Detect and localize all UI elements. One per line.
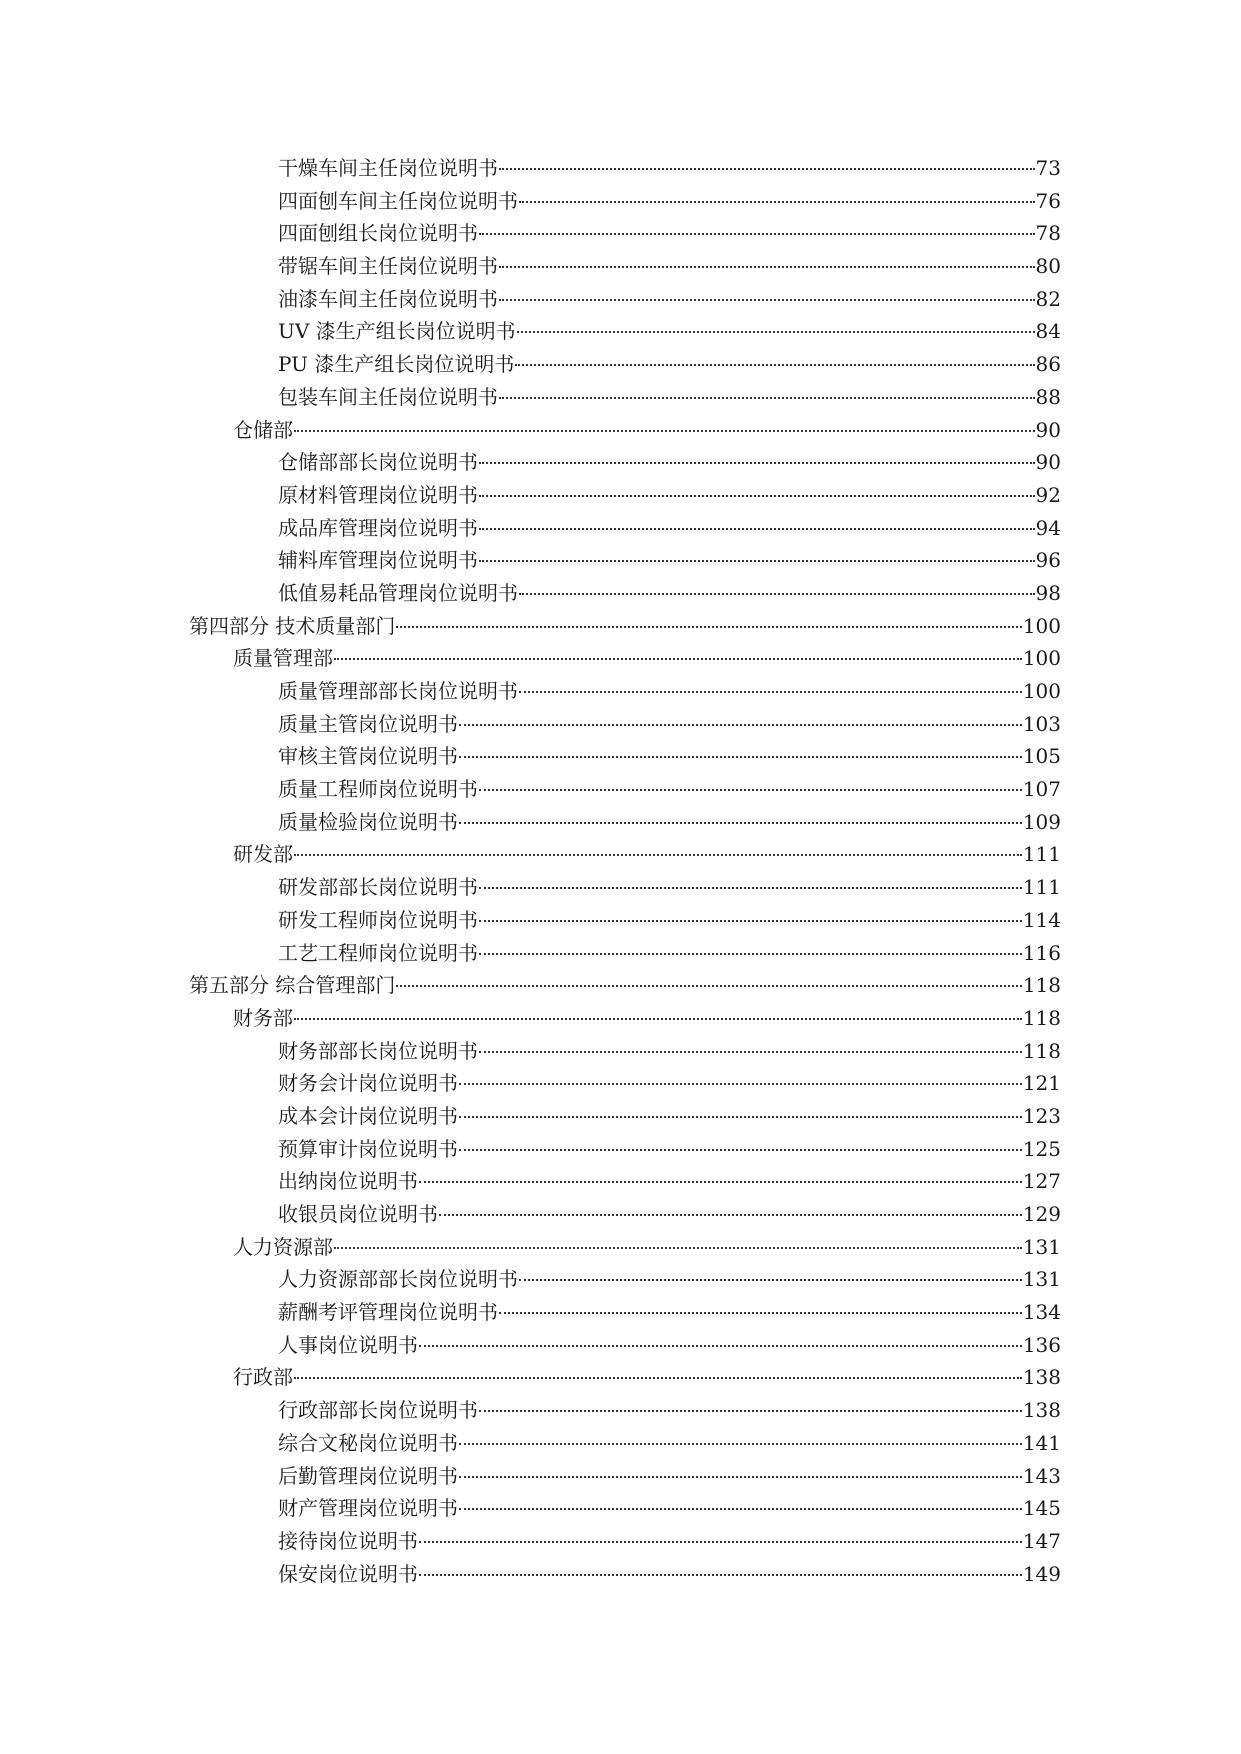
toc-page-number: 114 xyxy=(1022,907,1061,932)
toc-dot-leader xyxy=(479,462,1035,464)
toc-entry-title: 质量管理部 xyxy=(233,646,333,671)
toc-item[interactable] xyxy=(0,217,1061,250)
toc-dot-leader xyxy=(459,724,1022,726)
toc-item[interactable] xyxy=(0,577,1061,610)
toc-item[interactable] xyxy=(0,185,1061,218)
toc-item[interactable] xyxy=(0,381,1061,414)
toc-entry-title: 审核主管岗位说明书 xyxy=(278,744,458,769)
toc-dot-leader xyxy=(479,1051,1022,1053)
toc-dot-leader xyxy=(334,1247,1022,1249)
toc-entry-title: 收银员岗位说明书 xyxy=(278,1202,438,1226)
toc-entry-title: 行政部部长岗位说明书 xyxy=(278,1398,478,1423)
toc-page-number: 131 xyxy=(1022,1267,1061,1292)
toc-entry-title: 第五部分 综合管理部门 xyxy=(189,973,396,998)
toc-entry-title: 第四部分 技术质量部门 xyxy=(189,613,396,638)
toc-entry-title: 工艺工程师岗位说明书 xyxy=(278,940,478,965)
toc-page-number: 100 xyxy=(1022,679,1061,703)
toc-dot-leader xyxy=(519,691,1022,693)
toc-dot-leader xyxy=(459,1083,1022,1085)
toc-page-number: 109 xyxy=(1022,809,1061,834)
toc-dot-leader xyxy=(419,1541,1022,1543)
toc-page-number: 73 xyxy=(1035,156,1061,180)
toc-dot-leader xyxy=(519,1279,1022,1281)
toc-item[interactable] xyxy=(0,1329,1061,1362)
toc-item[interactable] xyxy=(0,544,1061,577)
toc-item[interactable] xyxy=(0,1263,1061,1296)
toc-entry-title: 行政部 xyxy=(233,1365,293,1390)
toc-entry-title: 研发部部长岗位说明书 xyxy=(278,875,478,900)
toc-dot-leader xyxy=(517,331,1035,333)
toc-page-number: 98 xyxy=(1035,580,1061,605)
toc-entry-title: 质量管理部部长岗位说明书 xyxy=(278,679,518,703)
toc-page-number: 125 xyxy=(1022,1136,1061,1161)
toc-entry-title: 质量主管岗位说明书 xyxy=(278,711,458,736)
toc-page-number: 90 xyxy=(1035,450,1061,475)
toc-entry-title: 研发工程师岗位说明书 xyxy=(278,907,478,932)
toc-page-number: 116 xyxy=(1022,940,1061,965)
toc-page-number: 149 xyxy=(1022,1561,1061,1586)
toc-dot-leader xyxy=(479,528,1035,530)
toc-entry-title: 财务部 xyxy=(233,1005,293,1030)
toc-dot-leader xyxy=(459,1149,1022,1151)
toc-entry-title: 薪酬考评管理岗位说明书 xyxy=(278,1300,498,1325)
toc-item[interactable] xyxy=(0,871,1061,904)
toc-entry-title: 四面刨组长岗位说明书 xyxy=(278,221,478,246)
toc-entry-title: 财务会计岗位说明书 xyxy=(278,1071,458,1096)
toc-dot-leader xyxy=(499,168,1035,170)
toc-page-number: 121 xyxy=(1022,1071,1061,1096)
toc-entry-title: 预算审计岗位说明书 xyxy=(278,1136,458,1161)
toc-entry-title: 质量工程师岗位说明书 xyxy=(278,777,478,802)
toc-entry-title: 综合文秘岗位说明书 xyxy=(278,1430,458,1455)
toc-page-number: 105 xyxy=(1022,744,1061,769)
toc-dot-leader xyxy=(519,593,1035,595)
toc-item[interactable] xyxy=(0,250,1061,283)
toc-entry-title: 出纳岗位说明书 xyxy=(278,1169,418,1194)
toc-dot-leader xyxy=(294,1377,1022,1379)
toc-dot-leader xyxy=(334,658,1022,660)
toc-page-number: 103 xyxy=(1022,711,1061,736)
toc-dot-leader xyxy=(479,920,1022,922)
toc-department-entry[interactable] xyxy=(0,1231,1061,1264)
toc-dot-leader xyxy=(499,299,1035,301)
toc-item[interactable] xyxy=(0,1525,1061,1558)
toc-entry-title: 后勤管理岗位说明书 xyxy=(278,1463,458,1488)
toc-item[interactable] xyxy=(0,1100,1061,1133)
toc-item[interactable] xyxy=(0,1165,1061,1198)
toc-dot-leader xyxy=(479,953,1022,955)
toc-item[interactable] xyxy=(0,1427,1061,1460)
toc-page-number: 123 xyxy=(1022,1103,1061,1128)
toc-item[interactable] xyxy=(0,479,1061,512)
toc-department-entry[interactable] xyxy=(0,1361,1061,1394)
toc-page-number: 111 xyxy=(1022,875,1061,900)
toc-page-number: 94 xyxy=(1035,515,1061,540)
toc-entry-title: 四面刨车间主任岗位说明书 xyxy=(278,188,518,213)
toc-dot-leader xyxy=(294,430,1035,432)
toc-item[interactable] xyxy=(0,1067,1061,1100)
toc-item[interactable] xyxy=(0,348,1061,381)
toc-page-number: 100 xyxy=(1022,613,1061,638)
toc-dot-leader xyxy=(459,1508,1022,1510)
toc-page-number: 76 xyxy=(1035,188,1061,213)
toc-entry-title: 人力资源部部长岗位说明书 xyxy=(278,1267,518,1292)
toc-item[interactable] xyxy=(0,1558,1061,1591)
toc-page-number: 147 xyxy=(1022,1528,1061,1553)
toc-entry-title: PU 漆生产组长岗位说明书 xyxy=(278,352,515,377)
toc-page-number: 84 xyxy=(1035,319,1061,344)
toc-entry-title: 原材料管理岗位说明书 xyxy=(278,482,478,507)
toc-entry-title: 人事岗位说明书 xyxy=(278,1332,418,1357)
toc-item[interactable] xyxy=(0,283,1061,316)
toc-dot-leader xyxy=(459,1443,1022,1445)
toc-page-number: 138 xyxy=(1022,1365,1061,1390)
toc-entry-title: 财务部部长岗位说明书 xyxy=(278,1038,478,1063)
toc-dot-leader xyxy=(459,1116,1022,1118)
toc-dot-leader xyxy=(294,854,1022,856)
toc-dot-leader xyxy=(479,887,1022,889)
toc-entry-title: 干燥车间主任岗位说明书 xyxy=(278,156,498,180)
toc-entry-title: 成本会计岗位说明书 xyxy=(278,1103,458,1128)
toc-entry-title: 人力资源部 xyxy=(233,1234,333,1259)
toc-page-number: 118 xyxy=(1022,1038,1061,1063)
toc-dot-leader xyxy=(459,1476,1022,1478)
toc-page-number: 82 xyxy=(1035,286,1061,311)
toc-page-number: 131 xyxy=(1022,1234,1061,1259)
toc-page-number: 127 xyxy=(1022,1169,1061,1194)
toc-dot-leader xyxy=(479,789,1022,791)
toc-page-number: 118 xyxy=(1022,1005,1061,1030)
toc-item[interactable] xyxy=(0,773,1061,806)
table-of-contents xyxy=(0,152,1241,1590)
toc-item[interactable] xyxy=(0,512,1061,545)
toc-item[interactable] xyxy=(0,315,1061,348)
toc-entry-title: 成品库管理岗位说明书 xyxy=(278,515,478,540)
toc-dot-leader xyxy=(396,626,1021,628)
toc-page-number: 129 xyxy=(1022,1202,1061,1226)
toc-item[interactable] xyxy=(0,1296,1061,1329)
toc-page-number: 86 xyxy=(1035,352,1061,377)
toc-entry-title: 保安岗位说明书 xyxy=(278,1561,418,1586)
toc-item[interactable] xyxy=(0,937,1061,970)
toc-dot-leader xyxy=(499,1312,1022,1314)
toc-page-number: 107 xyxy=(1022,777,1061,802)
toc-item[interactable] xyxy=(0,675,1061,708)
toc-page-number: 92 xyxy=(1035,482,1061,507)
toc-dot-leader xyxy=(294,1018,1022,1020)
toc-item[interactable] xyxy=(0,1198,1061,1231)
toc-item[interactable] xyxy=(0,740,1061,773)
toc-item[interactable] xyxy=(0,1133,1061,1166)
toc-page-number: 134 xyxy=(1022,1300,1061,1325)
toc-page-number: 78 xyxy=(1035,221,1061,246)
toc-page-number: 80 xyxy=(1035,254,1061,279)
toc-page-number: 138 xyxy=(1022,1398,1061,1423)
toc-item[interactable] xyxy=(0,1394,1061,1427)
toc-page-number: 118 xyxy=(1022,973,1061,998)
toc-page-number: 145 xyxy=(1022,1496,1061,1521)
toc-entry-title: 带锯车间主任岗位说明书 xyxy=(278,254,498,279)
toc-page-number: 136 xyxy=(1022,1332,1061,1357)
toc-page-number: 111 xyxy=(1022,842,1061,867)
toc-entry-title: 油漆车间主任岗位说明书 xyxy=(278,286,498,311)
toc-entry-title: 研发部 xyxy=(233,842,293,867)
toc-entry-title: UV 漆生产组长岗位说明书 xyxy=(278,319,516,344)
toc-dot-leader xyxy=(419,1345,1022,1347)
toc-dot-leader xyxy=(479,495,1035,497)
toc-item[interactable] xyxy=(0,904,1061,937)
toc-dot-leader xyxy=(499,266,1035,268)
toc-entry-title: 接待岗位说明书 xyxy=(278,1528,418,1553)
toc-page-number: 90 xyxy=(1035,417,1061,442)
toc-page-number: 100 xyxy=(1022,646,1061,671)
toc-dot-leader xyxy=(515,364,1034,366)
toc-item[interactable] xyxy=(0,806,1061,839)
toc-dot-leader xyxy=(519,201,1035,203)
toc-entry-title: 包装车间主任岗位说明书 xyxy=(278,384,498,409)
toc-item[interactable] xyxy=(0,152,1061,185)
toc-item[interactable] xyxy=(0,1492,1061,1525)
toc-part-entry[interactable] xyxy=(0,969,1061,1002)
toc-entry-title: 辅料库管理岗位说明书 xyxy=(278,548,478,573)
toc-department-entry[interactable] xyxy=(0,414,1061,447)
toc-item[interactable] xyxy=(0,1035,1061,1068)
toc-entry-title: 财产管理岗位说明书 xyxy=(278,1496,458,1521)
toc-department-entry[interactable] xyxy=(0,838,1061,871)
toc-item[interactable] xyxy=(0,446,1061,479)
toc-page-number: 143 xyxy=(1022,1463,1061,1488)
toc-dot-leader xyxy=(419,1574,1022,1576)
toc-dot-leader xyxy=(479,1410,1022,1412)
toc-item[interactable] xyxy=(0,708,1061,741)
toc-dot-leader xyxy=(459,822,1022,824)
toc-dot-leader xyxy=(396,985,1021,987)
toc-part-entry[interactable] xyxy=(0,610,1061,643)
toc-page-number: 96 xyxy=(1035,548,1061,573)
toc-dot-leader xyxy=(459,756,1022,758)
toc-entry-title: 质量检验岗位说明书 xyxy=(278,809,458,834)
toc-item[interactable] xyxy=(0,1460,1061,1493)
toc-entry-title: 仓储部部长岗位说明书 xyxy=(278,450,478,475)
toc-department-entry[interactable] xyxy=(0,642,1061,675)
toc-dot-leader xyxy=(479,560,1035,562)
toc-dot-leader xyxy=(499,397,1035,399)
toc-dot-leader xyxy=(439,1214,1022,1216)
toc-page-number: 141 xyxy=(1022,1430,1061,1455)
toc-department-entry[interactable] xyxy=(0,1002,1061,1035)
toc-page-number: 88 xyxy=(1035,384,1061,409)
toc-dot-leader xyxy=(479,233,1035,235)
toc-entry-title: 低值易耗品管理岗位说明书 xyxy=(278,580,518,605)
toc-dot-leader xyxy=(419,1181,1022,1183)
toc-entry-title: 仓储部 xyxy=(233,417,293,442)
